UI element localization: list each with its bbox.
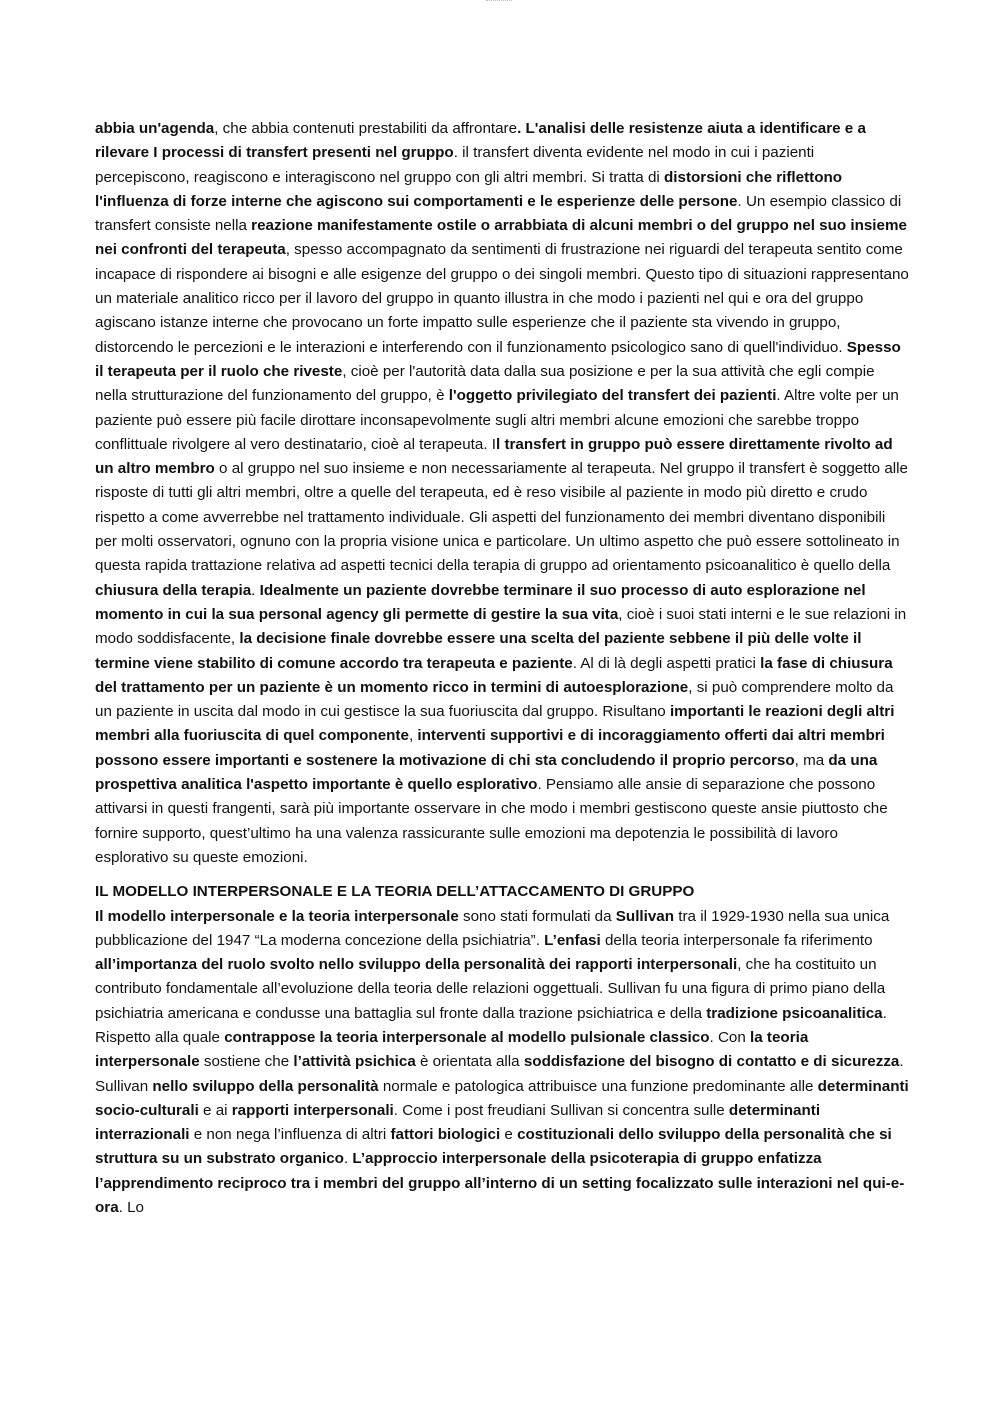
text-run: .: [343, 1150, 353, 1168]
bold-text-run: l transfert in gruppo può essere direttamente rivolto ad un altro membro: [95, 435, 893, 478]
text-run: , spesso accompagnato da sentimenti di frustrazione nei riguardi del terapeuta sentito come incapace di rispondere ai bisogni e alle esigenze del gruppo o dei singoli membri. Questo tipo di situazioni rappresentano un materiale analitico ricco per il lavoro del gruppo in quanto illustra in che modo i pazienti nel qui e ora del gruppo agiscano istanze interne che provocano un forte impatto sulle esperienze che il paziente sta vivendo in gruppo, distorcendo le percezioni e le interazioni e interferendo con il funzionamento psicologico sano di quell'individuo.: [95, 241, 909, 356]
bold-text-run: soddisfazione del bisogno di contatto e di sicurezza: [523, 1053, 900, 1071]
text-run: . Rispetto alla quale: [95, 1004, 887, 1046]
text-run: . Al di là degli aspetti pratici: [572, 654, 761, 672]
bold-text-run: rapporti interpersonali: [231, 1101, 394, 1119]
text-run: , che abbia contenuti prestabiliti da affrontare: [214, 120, 518, 137]
bold-text-run: nello sviluppo della personalità: [152, 1077, 379, 1095]
document-body: [95, 117, 910, 1220]
bold-text-run: chiusura della terapia: [95, 581, 252, 599]
bold-text-run: Spesso il terapeuta per il ruolo che riveste: [95, 338, 901, 380]
text-run: . Pensiamo alle ansie di separazione che possono attivarsi in questi frangenti, sarà più importante osservare in che modo i membri gestiscono queste ansie piuttosto che fornire supporto, quest’ultimo ha una valenza rassicurante sulle emozioni ma depotenzia le possibilità di lavoro esplorativo su queste emozioni.: [95, 776, 888, 866]
bold-text-run: tradizione psicoanalitica: [706, 1004, 883, 1022]
text-run: , cioè i suoi stati interni e le sue relazioni in modo soddisfacente,: [95, 605, 907, 648]
text-run: . Come i post freudiani Sullivan si concentra sulle: [393, 1101, 729, 1119]
bold-text-run: l'oggetto privilegiato del transfert dei pazienti: [448, 387, 777, 405]
bold-text-run: costituzionali dello sviluppo della personalità che si struttura su un substrato organico: [95, 1126, 892, 1168]
bold-text-run: Idealmente un paziente dovrebbe terminare il suo processo di auto esplorazione nel momento in cui la sua personal agency gli permette di gestire la sua vita: [95, 581, 866, 623]
bold-text-run: Sullivan: [615, 907, 675, 925]
text-run: . Altre volte per un paziente può essere più facile dirottare inconsapevolmente sugli altri membri alcune emozioni che sarebbe troppo conflittuale rivolgere al vero destinatario, cioè al terapeuta. I: [95, 387, 899, 453]
bold-text-run: determinanti interrazionali: [95, 1101, 821, 1144]
section-heading: IL MODELLO INTERPERSONALE E LA TEORIA DELL’ATTACCAMENTO DI GRUPPO: [95, 883, 695, 901]
text-run: sostiene che: [199, 1053, 294, 1071]
text-run: . Sullivan: [95, 1053, 904, 1095]
text-run: , ma: [794, 751, 829, 769]
bold-text-run: la teoria interpersonale: [95, 1028, 809, 1071]
text-run: . il transfert diventa evidente nel modo in cui i pazienti percepiscono, reagiscono e interagiscono nel gruppo con gli altri membri. Si tratta di: [95, 144, 815, 186]
bold-text-run: importanti le reazioni degli altri membri alla fuoriuscita di quel componente: [95, 703, 895, 745]
text-run: ,: [408, 727, 418, 745]
bold-text-run: l’attività psichica: [293, 1053, 416, 1071]
bold-text-run: Il modello interpersonale e la teoria interpersonale: [95, 907, 459, 925]
bold-text-run: abbia un'agenda: [95, 120, 215, 137]
text-run: , che ha costituito un contributo fondamentale all’evoluzione della teoria delle relazioni oggettuali. Sullivan fu una figura di primo piano della psichiatria americana e condusse una battaglia sul fronte dalla trazione psichiatrica e della: [95, 956, 886, 1022]
bold-text-run: all’importanza del ruolo svolto nello sviluppo della personalità dei rapporti interpersonali: [95, 956, 738, 974]
text-run: e ai: [198, 1101, 232, 1119]
text-run: è orientata alla: [415, 1053, 524, 1071]
bold-text-run: reazione manifestamente ostile o arrabbiata di alcuni membri o del gruppo nel suo insieme nei confronti del terapeuta: [95, 217, 907, 259]
bold-text-run: contrappose la teoria interpersonale al modello pulsionale classico: [224, 1028, 710, 1046]
text-run: . Con: [709, 1028, 751, 1046]
bold-text-run: . L'analisi delle resistenze aiuta a identificare e a rilevare I processi di transfert presenti nel gruppo: [95, 120, 866, 162]
text-run: o al gruppo nel suo insieme e non necessariamente al terapeuta. Nel gruppo il transfert è soggetto alle risposte di tutti gli altri membri, oltre a quelle del terapeuta, ed è reso visibile al paziente in modo più diretto e crudo rispetto a come avverrebbe nel trattamento individuale. Gli aspetti del funzionamento dei membri diventano disponibili per molti osservatori, ognuno con la propria visione unica e particolare. Un ultimo aspetto che può essere sottolineato in questa rapida trattazione relativa ad aspetti tecnici della terapia di gruppo ad orientamento psicoanalitico è quello della: [95, 460, 908, 575]
bold-text-run: interventi supportivi e di incoraggiamento offerti dai altri membri possono essere importanti e sostenere la motivazione di chi sta concludendo il proprio percorso: [95, 727, 885, 769]
bold-text-run: la fase di chiusura del trattamento per un paziente è un momento ricco in termini di autoesplorazione: [95, 654, 893, 696]
text-run: normale e patologica attribuisce una funzione predominante alle: [378, 1077, 818, 1095]
section-paragraph: [95, 905, 910, 1221]
text-run: . Un esempio classico di transfert consiste nella: [95, 192, 902, 235]
text-run: .: [251, 581, 260, 599]
continuation-paragraph: [95, 117, 910, 870]
text-run: tra il 1929-1930 nella sua unica pubblicazione del 1947 “La moderna concezione della psichiatria”.: [95, 907, 890, 949]
text-run: sono stati formulati da: [458, 907, 616, 925]
bold-text-run: L’approccio interpersonale della psicoterapia di gruppo enfatizza l’apprendimento reciproco tra i membri del gruppo all’interno di un setting focalizzato sulle interazioni nel qui-e-ora: [95, 1150, 905, 1217]
text-run: , si può comprendere molto da un paziente in uscita dal modo in cui gestisce la sua fuoriuscita dal gruppo. Risultano: [95, 678, 894, 721]
header-mark: [486, 0, 512, 4]
bold-text-run: distorsioni che riflettono l'influenza di forze interne che agiscono sui comportamenti e le esperienze delle persone: [95, 168, 843, 210]
bold-text-run: da una prospettiva analitica l'aspetto importante è quello esplorativo: [95, 751, 878, 794]
bold-text-run: la decisione finale dovrebbe essere una scelta del paziente sebbene il più delle volte il termine viene stabilito di comune accordo tra terapeuta e paziente: [95, 630, 862, 672]
text-run: . Lo: [118, 1199, 144, 1217]
bold-text-run: fattori biologici: [390, 1126, 501, 1144]
text-run: e: [500, 1126, 518, 1144]
text-run: , cioè per l'autorità data dalla sua posizione e per la sua attività che egli compie nella strutturazione del funzionamento del gruppo, è: [95, 362, 875, 405]
bold-text-run: L’enfasi: [544, 931, 601, 949]
bold-text-run: determinanti socio-culturali: [95, 1077, 909, 1119]
text-run: della teoria interpersonale fa riferimento: [600, 931, 873, 949]
text-run: e non nega l’influenza di altri: [189, 1126, 391, 1144]
